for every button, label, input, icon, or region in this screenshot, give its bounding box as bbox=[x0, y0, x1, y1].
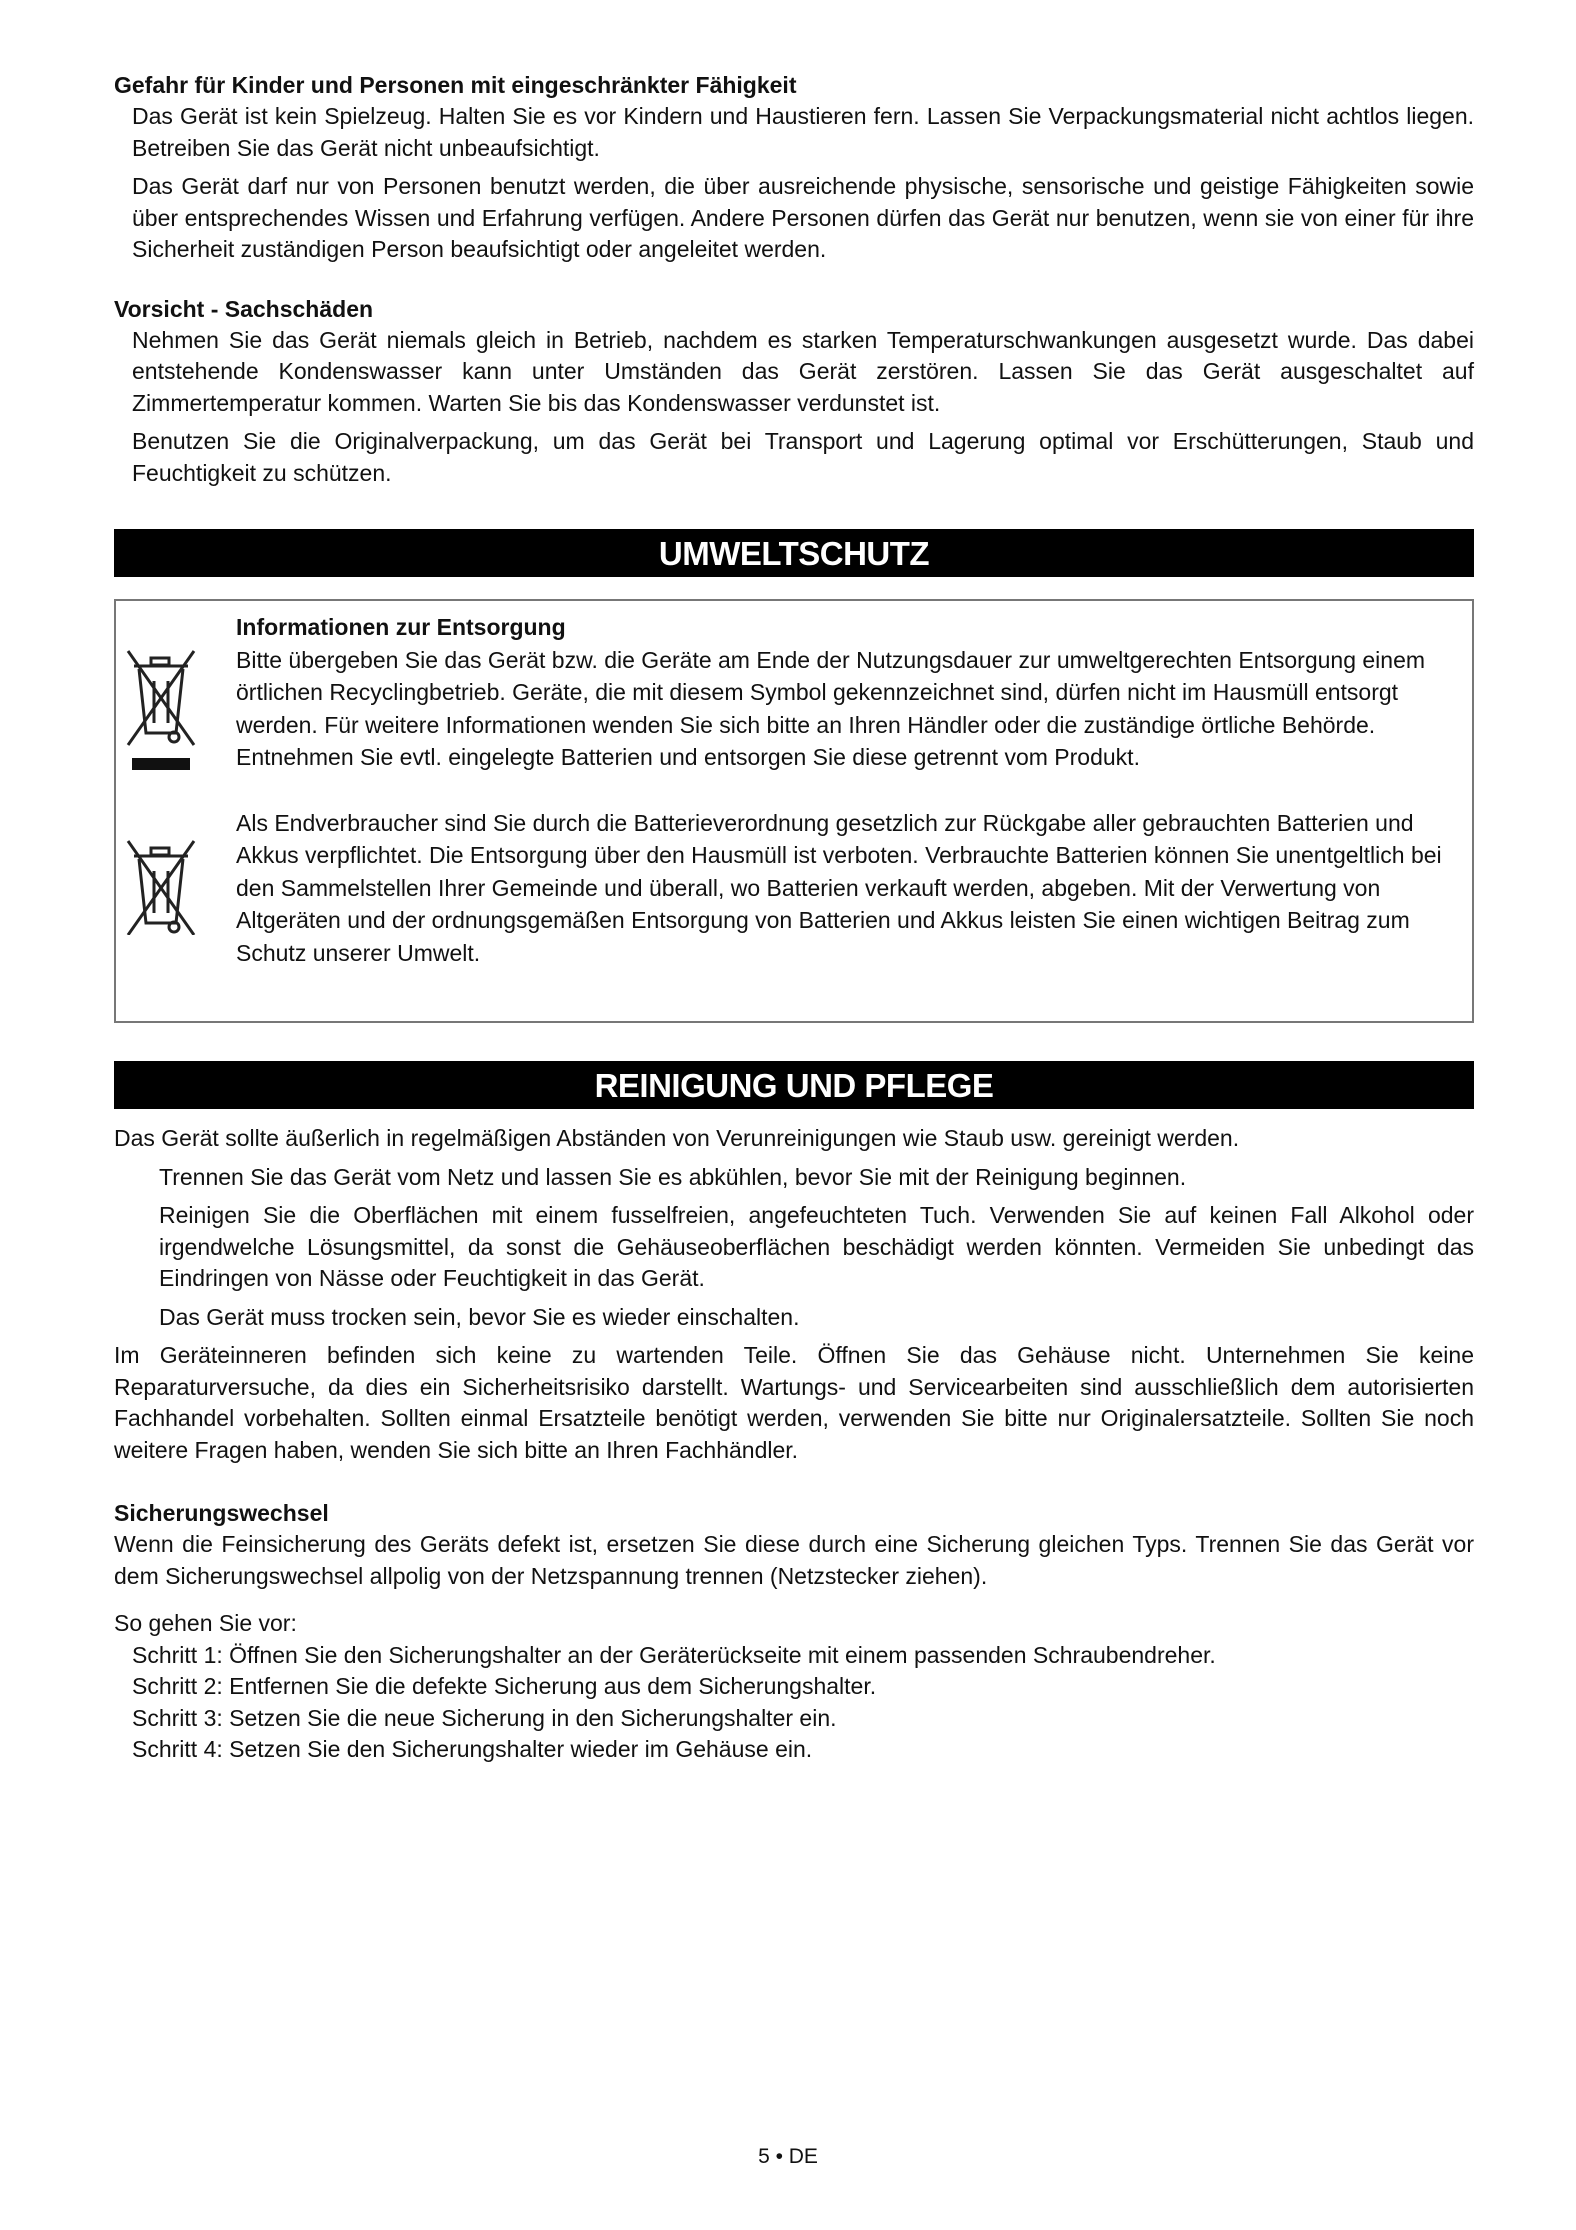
fuse-paragraph: Wenn die Feinsicherung des Geräts defekt ist, ersetzen Sie diese durch eine Sicherung gleichen Typs. Trennen Sie das Gerät vor dem Sicherungswechsel allpolig von der Netzspannung trennen (Netzstecker ziehen). bbox=[114, 1531, 1474, 1589]
page-number: 5 • DE bbox=[758, 2145, 818, 2168]
fuse-step: Schritt 2: Entfernen Sie die defekte Sicherung aus dem Sicherungshalter. bbox=[132, 1673, 877, 1699]
cleaning-banner: REINIGUNG UND PFLEGE bbox=[114, 1061, 1474, 1109]
crossed-out-wheelie-bin-icon bbox=[126, 831, 196, 940]
children-heading: Gefahr für Kinder und Personen mit eingeschränkter Fähigkeit bbox=[114, 72, 797, 98]
environment-banner: UMWELTSCHUTZ bbox=[114, 529, 1474, 577]
fuse-step: Schritt 4: Setzen Sie den Sicherungshalter wieder im Gehäuse ein. bbox=[132, 1736, 813, 1762]
disposal-box bbox=[114, 599, 1474, 1023]
cleaning-paragraph-2: Reinigen Sie die Oberflächen mit einem fusselfreien, angefeuchteten Tuch. Verwenden Sie auf keinen Fall Alkohol oder irgendwelche Lösungsmittel, da sonst die Gehäuseoberflächen beschädigt werden könnten. Vermeiden Sie unbedingt das Eindringen von Nässe oder Feuchtigkeit in das Gerät. bbox=[159, 1202, 1474, 1291]
fuse-step: Schritt 3: Setzen Sie die neue Sicherung in den Sicherungshalter ein. bbox=[132, 1704, 837, 1731]
children-paragraph-2: Das Gerät darf nur von Personen benutzt werden, die über ausreichende physische, sensorische und geistige Fähigkeiten sowie über entsprechendes Wissen und Erfahrung verfügen. Andere Personen dürfen das Gerät nur benutzen, wenn sie von einer für ihre Sicherheit zuständigen Person beaufsichtigt oder angeleitet werden. bbox=[132, 173, 1474, 262]
fuse-intro: So gehen Sie vor: bbox=[114, 1610, 297, 1636]
fuse-step: Schritt 1: Öffnen Sie den Sicherungshalter an der Geräterückseite mit einem passenden Schraubendreher. bbox=[132, 1641, 1216, 1668]
crossed-out-wheelie-bin-icon bbox=[126, 641, 196, 776]
damage-heading: Vorsicht - Sachschäden bbox=[114, 295, 374, 322]
disposal-heading: Informationen zur Entsorgung bbox=[236, 614, 566, 640]
cleaning-paragraph-3: Das Gerät muss trocken sein, bevor Sie es wieder einschalten. bbox=[159, 1303, 800, 1330]
document-page bbox=[114, 70, 1474, 1766]
cleaning-paragraph-1: Trennen Sie das Gerät vom Netz und lassen Sie es abkühlen, bevor Sie mit der Reinigung beginnen. bbox=[159, 1163, 1187, 1190]
disposal-paragraph-1: Bitte übergeben Sie das Gerät bzw. die Geräte am Ende der Nutzungsdauer zur umweltgerechten Entsorgung einem örtlichen Recyclingbetrieb. Geräte, die mit diesem Symbol gekennzeichnet sind, dürfen nicht im Hausmüll entsorgt werden. Für weitere Informationen wenden Sie sich bitte an Ihren Händler oder die zuständige örtliche Behörde. Entnehmen Sie evtl. eingelegte Batterien und entsorgen Sie diese getrennt vom Produkt. bbox=[236, 646, 1426, 770]
damage-paragraph-1: Nehmen Sie das Gerät niemals gleich in Betrieb, nachdem es starken Temperaturschwankungen ausgesetzt wurde. Das dabei entstehende Kondenswasser kann unter Umständen das Gerät zerstören. Lassen Sie das Gerät ausgeschaltet auf Zimmertemperatur kommen. Warten Sie bis das Kondenswasser verdunstet ist. bbox=[132, 326, 1474, 416]
damage-paragraph-2: Benutzen Sie die Originalverpackung, um das Gerät bei Transport und Lagerung optimal vor Erschütterungen, Staub und Feuchtigkeit zu schützen. bbox=[132, 428, 1474, 486]
cleaning-paragraph-4: Im Geräteinneren befinden sich keine zu wartenden Teile. Öffnen Sie das Gehäuse nicht. Unternehmen Sie keine Reparaturversuche, da dies ein Sicherheitsrisiko darstellt. Wartungs- und Servicearbeiten sind ausschließlich dem autorisierten Fachhandel vorbehalten. Sollten einmal Ersatzteile benötigt werden, verwenden Sie bitte nur Originalersatzteile. Sollten Sie noch weitere Fragen haben, wenden Sie sich bitte an Ihren Fachhändler. bbox=[114, 1342, 1474, 1463]
fuse-heading: Sicherungswechsel bbox=[114, 1500, 329, 1526]
disposal-paragraph-2: Als Endverbraucher sind Sie durch die Batterieverordnung gesetzlich zur Rückgabe aller gebrauchten Batterien und Akkus verpflichtet. Die Entsorgung über den Hausmüll ist verboten. Verbrauchte Batterien können Sie unentgeltlich bei den Sammelstellen Ihrer Gemeinde und überall, wo Batterien verkauft werden, abgeben. Mit der Verwertung von Altgeräten und der ordnungsgemäßen Entsorgung von Batterien und Akkus leisten Sie einen wichtigen Beitrag zum Schutz unserer Umwelt. bbox=[236, 809, 1442, 966]
cleaning-intro: Das Gerät sollte äußerlich in regelmäßigen Abständen von Verunreinigungen wie Staub usw. gereinigt werden. bbox=[114, 1125, 1240, 1151]
children-paragraph-1: Das Gerät ist kein Spielzeug. Halten Sie es vor Kindern und Haustieren fern. Lassen Sie Verpackungsmaterial nicht achtlos liegen. Betreiben Sie das Gerät nicht unbeaufsichtigt. bbox=[132, 103, 1474, 161]
